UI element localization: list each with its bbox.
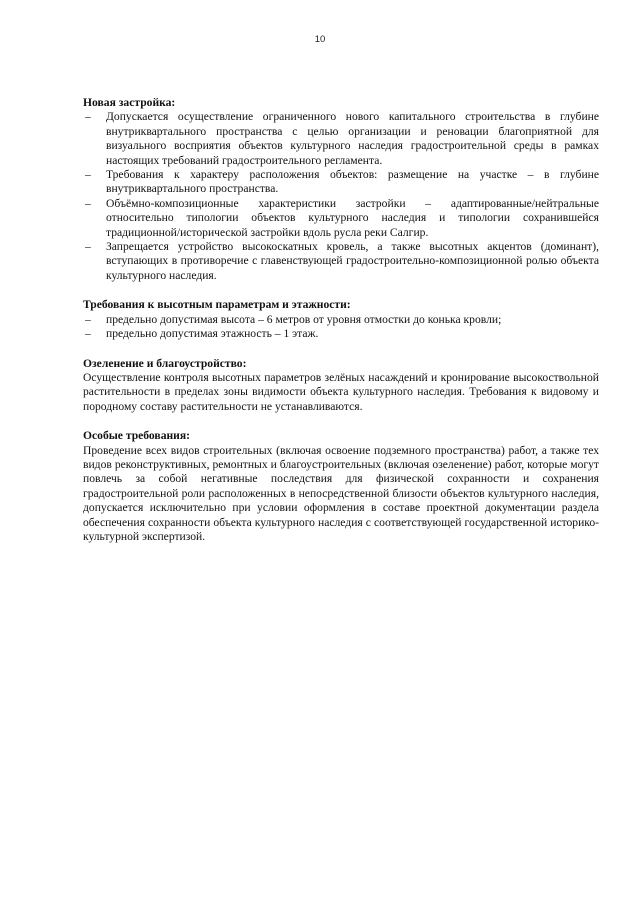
list-item: – предельно допустимая высота – 6 метров от уровня отмостки до конька кровли; bbox=[83, 313, 599, 327]
section-title: Озеленение и благоустройство: bbox=[83, 356, 247, 370]
requirements-list bbox=[83, 110, 599, 283]
document-body bbox=[83, 96, 599, 559]
section-special-requirements bbox=[83, 429, 599, 544]
list-item: – Допускается осуществление ограниченного нового капитального строительства в глубине внутриквартального пространства с целью организации и реновации благоприятной для визуального восприятия объектов культурного наследия градостроительной среды в рамках настоящих требований градостроительного регламента. bbox=[83, 110, 599, 168]
section-title: Новая застройка: bbox=[83, 96, 176, 109]
list-item: – Объёмно-композиционные характеристики застройки – адаптированные/нейтральные относительно типологии объектов культурного наследия и типологии сохранившейся традиционной/исторической застройки вдоль русла реки Салгир. bbox=[83, 197, 599, 240]
section-landscaping bbox=[83, 357, 599, 415]
section-height-requirements bbox=[83, 298, 599, 341]
list-item: – предельно допустимая этажность – 1 этаж. bbox=[83, 327, 599, 341]
section-title: Особые требования: bbox=[83, 429, 190, 443]
list-item: – Требования к характеру расположения объектов: размещение на участке – в глубине внутриквартального пространства. bbox=[83, 168, 599, 197]
section-paragraph: Осуществление контроля высотных параметров зелёных насаждений и кронирование высокоствольной растительности в пределах зоны видимости объекта культурного наследия. Требования к видовому и породному составу растительности не устанавливаются. bbox=[83, 370, 599, 413]
requirements-list bbox=[83, 313, 599, 342]
page-number: 10 bbox=[314, 34, 326, 45]
section-new-construction bbox=[83, 96, 599, 283]
section-title: Требования к высотным параметрам и этажности: bbox=[83, 298, 351, 312]
list-item: – Запрещается устройство высокоскатных кровель, а также высотных акцентов (доминант), вступающих в противоречие с главенствующей градостроительно-композиционной ролью объекта культурного наследия. bbox=[83, 240, 599, 283]
section-paragraph: Проведение всех видов строительных (включая освоение подземного пространства) работ, а также тех видов реконструктивных, ремонтных и благоустроительных (включая озеленение) работ, которые могут повлечь за собой негативные последствия для физической сохранности и сохранения градостроительной роли расположенных в непосредственной близости объектов культурного наследия, допускается исключительно при условии оформления в составе проектной документации раздела обеспечения сохранности объекта культурного наследия с соответствующей государственной историко-культурной экспертизой. bbox=[83, 443, 599, 543]
